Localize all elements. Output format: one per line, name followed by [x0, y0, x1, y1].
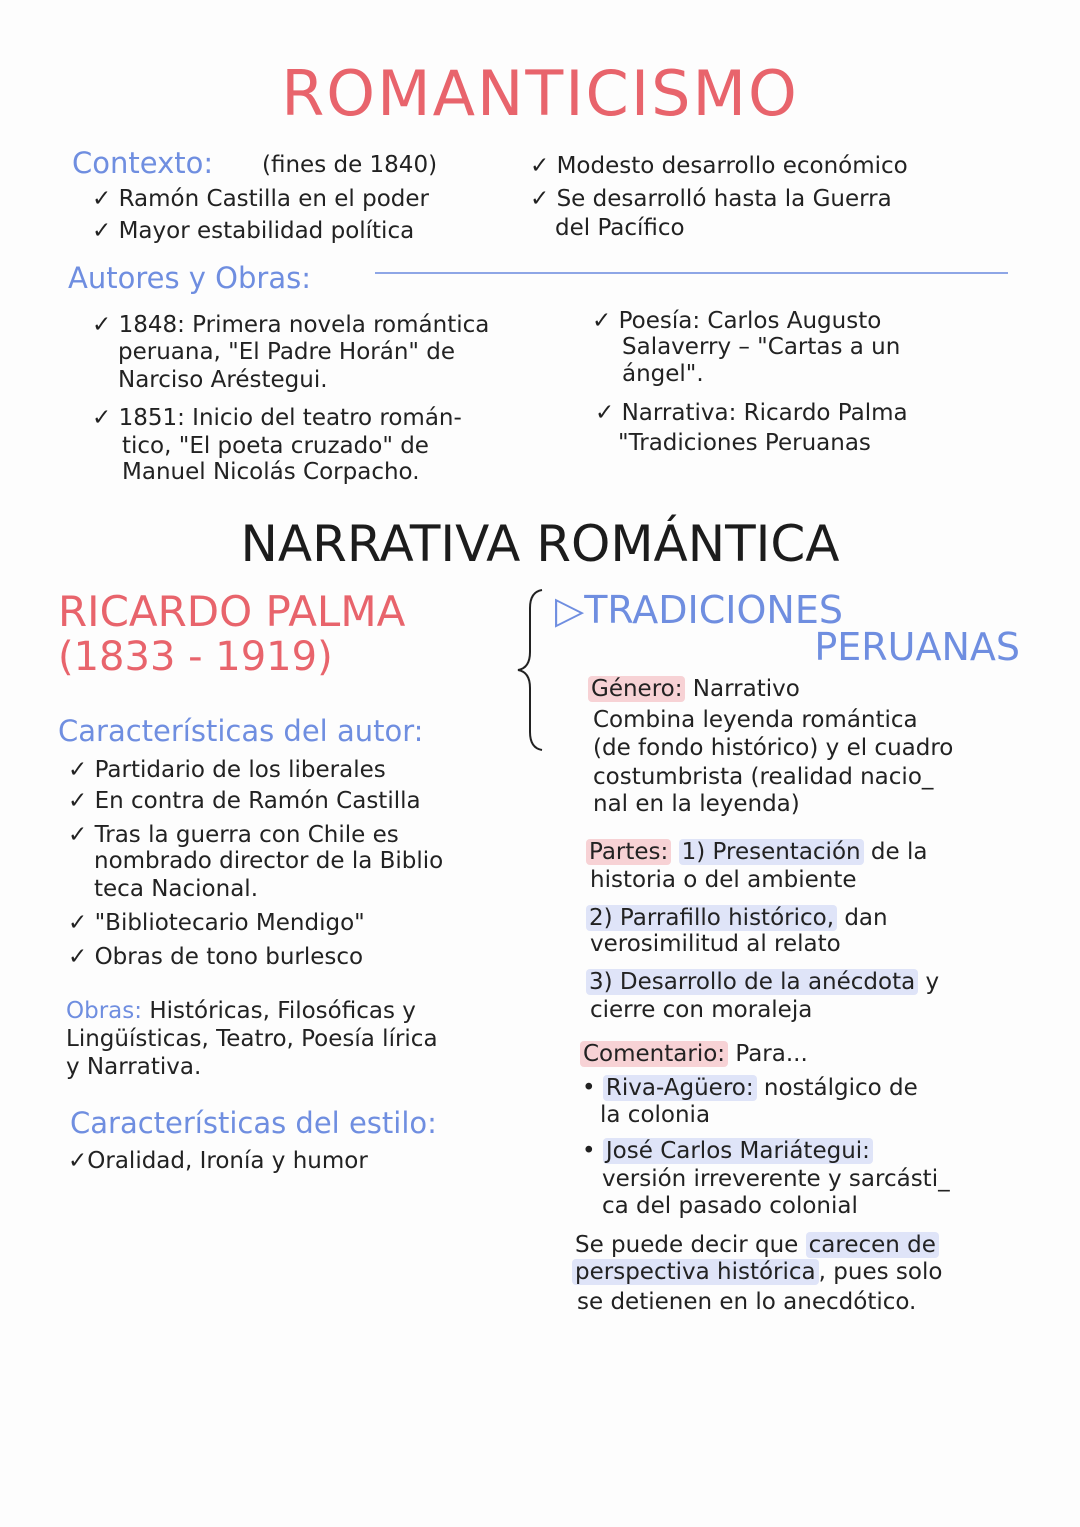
- comentario-text: Para...: [728, 1041, 808, 1067]
- tradiciones-title-2: PERUANAS: [814, 625, 1020, 669]
- contexto-item: ✓ Se desarrolló hasta la Guerra: [530, 186, 892, 212]
- combina-text: nal en la leyenda): [593, 791, 800, 817]
- parte-1-text: de la: [863, 839, 928, 865]
- autores-item: Salaverry – "Cartas a un: [622, 334, 901, 360]
- autores-item: ángel".: [622, 361, 704, 387]
- caract-item: ✓ Tras la guerra con Chile es: [68, 822, 399, 848]
- riva-label: Riva-Agüero:: [603, 1075, 757, 1101]
- author-name: RICARDO PALMA: [58, 587, 406, 636]
- partes-line: [586, 838, 927, 866]
- parte-2-text: verosimilitud al relato: [590, 931, 841, 957]
- caract-item: nombrado director de la Biblio: [94, 848, 444, 874]
- contexto-label: Contexto:: [72, 146, 214, 180]
- autores-item: tico, "El poeta cruzado" de: [122, 433, 429, 459]
- caract-item: ✓ Partidario de los liberales: [68, 757, 386, 783]
- author-years: (1833 - 1919): [58, 634, 333, 680]
- parte-3-text: y: [918, 969, 940, 995]
- conclusion-line: [575, 1231, 939, 1259]
- parte-3-text: cierre con moraleja: [590, 997, 813, 1023]
- autores-item: Manuel Nicolás Corpacho.: [122, 459, 420, 485]
- combina-text: Combina leyenda romántica: [593, 707, 918, 733]
- obras-text: Lingüísticas, Teatro, Poesía lírica: [66, 1026, 438, 1052]
- comentario-line: [580, 1040, 808, 1068]
- obras-text: y Narrativa.: [66, 1054, 202, 1080]
- conclusion-text: se detienen en lo anecdótico.: [577, 1289, 917, 1315]
- parte-3-line: [586, 968, 939, 996]
- riva-line: • Riva-Agüero: nostálgico de: [582, 1075, 918, 1101]
- parte-2-line: [586, 904, 888, 932]
- conclusion-text: , pues solo: [818, 1259, 943, 1285]
- mariategui-label: José Carlos Mariátegui:: [603, 1138, 873, 1164]
- riva-text: nostálgico de: [756, 1075, 918, 1101]
- conclusion-highlight: carecen de: [806, 1232, 939, 1258]
- parte-2-text: dan: [837, 905, 888, 931]
- obras-line: [66, 997, 416, 1025]
- conclusion-line: [572, 1258, 942, 1286]
- obras-label: Obras:: [66, 998, 142, 1024]
- partes-label: Partes:: [586, 839, 671, 865]
- conclusion-highlight: perspectiva histórica: [572, 1259, 819, 1285]
- estilo-text: ✓Oralidad, Ironía y humor: [68, 1148, 368, 1174]
- combina-text: (de fondo histórico) y el cuadro: [593, 735, 954, 761]
- estilo-label: Características del estilo:: [70, 1106, 437, 1140]
- divider: [375, 272, 1008, 274]
- contexto-item: ✓ Modesto desarrollo económico: [530, 153, 908, 179]
- caract-item: ✓ Obras de tono burlesco: [68, 944, 364, 970]
- autores-item: Narciso Aréstegui.: [118, 367, 328, 393]
- caract-autor-label: Características del autor:: [58, 714, 424, 748]
- brace-icon: [512, 588, 548, 752]
- parte-1-text: historia o del ambiente: [590, 867, 857, 893]
- comentario-label: Comentario:: [580, 1041, 728, 1067]
- parte-1: 1) Presentación: [679, 839, 864, 865]
- autores-label: Autores y Obras:: [68, 261, 311, 295]
- caract-item: ✓ En contra de Ramón Castilla: [68, 788, 421, 814]
- combina-text: costumbrista (realidad nacio_: [593, 764, 934, 790]
- section-title: NARRATIVA ROMÁNTICA: [240, 515, 840, 573]
- genero-label: Género:: [588, 676, 685, 702]
- parte-2: 2) Parrafillo histórico,: [586, 905, 837, 931]
- parte-3: 3) Desarrollo de la anécdota: [586, 969, 918, 995]
- genero-value: Narrativo: [685, 676, 800, 702]
- contexto-date: (fines de 1840): [262, 152, 438, 178]
- mariategui-text: versión irreverente y sarcásti_: [602, 1166, 950, 1192]
- autores-item: peruana, "El Padre Horán" de: [118, 339, 456, 365]
- contexto-item: del Pacífico: [555, 215, 685, 241]
- contexto-item: ✓ Ramón Castilla en el poder: [92, 186, 430, 212]
- conclusion-text: Se puede decir que: [575, 1232, 806, 1258]
- mariategui-text: ca del pasado colonial: [602, 1193, 858, 1219]
- caract-item: teca Nacional.: [94, 876, 258, 902]
- mariategui-line: • José Carlos Mariátegui:: [582, 1137, 873, 1165]
- page-title: ROMANTICISMO: [281, 57, 799, 130]
- autores-item: ✓ 1851: Inicio del teatro román-: [92, 405, 462, 431]
- obras-text: Históricas, Filosóficas y: [149, 998, 416, 1024]
- contexto-item: ✓ Mayor estabilidad política: [92, 218, 415, 244]
- autores-item: "Tradiciones Peruanas: [618, 430, 871, 456]
- autores-item: ✓ 1848: Primera novela romántica: [92, 312, 490, 338]
- autores-item: ✓ Poesía: Carlos Augusto: [592, 308, 882, 334]
- genero-line: [588, 675, 800, 703]
- autores-item: ✓ Narrativa: Ricardo Palma: [595, 400, 908, 426]
- tradiciones-title: ▷TRADICIONES: [555, 588, 843, 632]
- riva-text: la colonia: [600, 1102, 711, 1128]
- caract-item: ✓ "Bibliotecario Mendigo": [68, 910, 365, 936]
